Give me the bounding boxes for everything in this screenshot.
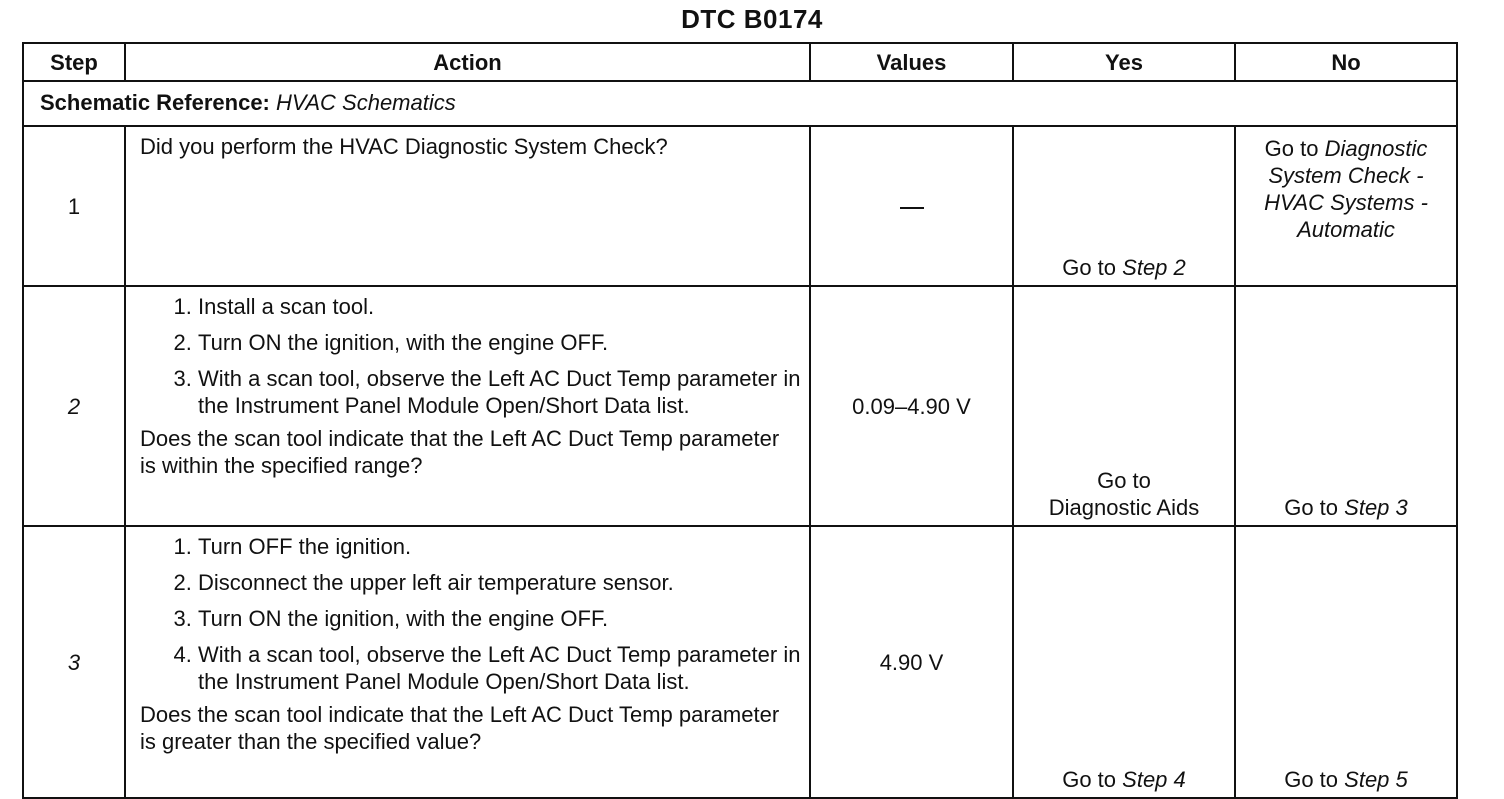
page-title: DTC B0174 bbox=[681, 4, 823, 34]
action-steps bbox=[140, 533, 801, 695]
yes-prefix: Go to bbox=[1097, 468, 1151, 493]
yes-cell bbox=[1013, 286, 1235, 526]
table-row bbox=[23, 286, 1457, 526]
header-no: No bbox=[1235, 43, 1457, 81]
yes-link[interactable]: Step 4 bbox=[1122, 767, 1186, 792]
step-number: 1 bbox=[23, 126, 125, 286]
yes-cell bbox=[1013, 126, 1235, 286]
header-action: Action bbox=[125, 43, 810, 81]
value-cell: 0.09–4.90 V bbox=[810, 286, 1013, 526]
step-number: 2 bbox=[23, 286, 125, 526]
action-question: Did you perform the HVAC Diagnostic System Check? bbox=[140, 134, 668, 159]
no-cell bbox=[1235, 526, 1457, 798]
no-prefix: Go to bbox=[1264, 136, 1319, 161]
action-question: Does the scan tool indicate that the Left AC Duct Temp parameter is greater than the specified value? bbox=[140, 702, 780, 754]
header-step: Step bbox=[23, 43, 125, 81]
value-cell: 4.90 V bbox=[810, 526, 1013, 798]
no-cell bbox=[1235, 286, 1457, 526]
dash-icon bbox=[900, 207, 924, 209]
no-prefix: Go to bbox=[1284, 767, 1339, 792]
yes-prefix: Go to bbox=[1062, 767, 1117, 792]
schematic-reference-row bbox=[23, 81, 1457, 126]
no-link[interactable]: Diagnostic System Check - HVAC Systems - Automatic bbox=[1264, 136, 1428, 242]
header-row bbox=[23, 43, 1457, 81]
yes-link[interactable]: Diagnostic Aids bbox=[1048, 495, 1200, 520]
action-step: 3. With a scan tool, observe the Left AC Duct Temp parameter in the Instrument Panel Module Open/Short Data list. bbox=[198, 365, 801, 419]
action-step: 1. Install a scan tool. bbox=[198, 293, 801, 320]
header-yes: Yes bbox=[1013, 43, 1235, 81]
schematic-reference-label: Schematic Reference: bbox=[40, 90, 270, 115]
value-cell bbox=[810, 126, 1013, 286]
action-step: 2. Turn ON the ignition, with the engine OFF. bbox=[198, 329, 801, 356]
yes-cell bbox=[1013, 526, 1235, 798]
yes-prefix: Go to bbox=[1062, 255, 1117, 280]
action-step: 1. Turn OFF the ignition. bbox=[198, 533, 801, 560]
action-question: Does the scan tool indicate that the Left AC Duct Temp parameter is within the specified range? bbox=[140, 426, 780, 478]
schematic-reference-link[interactable]: HVAC Schematics bbox=[276, 90, 456, 115]
action-step: 3. Turn ON the ignition, with the engine OFF. bbox=[198, 605, 801, 632]
action-cell bbox=[125, 126, 810, 286]
no-link[interactable]: Step 5 bbox=[1344, 767, 1408, 792]
action-cell bbox=[125, 286, 810, 526]
no-link[interactable]: Step 3 bbox=[1344, 495, 1408, 520]
schematic-reference bbox=[23, 81, 1457, 126]
action-cell bbox=[125, 526, 810, 798]
no-prefix: Go to bbox=[1284, 495, 1339, 520]
yes-link[interactable]: Step 2 bbox=[1122, 255, 1186, 280]
step-number: 3 bbox=[23, 526, 125, 798]
action-step: 4. With a scan tool, observe the Left AC Duct Temp parameter in the Instrument Panel Module Open/Short Data list. bbox=[198, 641, 801, 695]
table-row bbox=[23, 526, 1457, 798]
action-steps bbox=[140, 293, 801, 419]
action-step: 2. Disconnect the upper left air temperature sensor. bbox=[198, 569, 801, 596]
diagnostic-table bbox=[22, 42, 1458, 799]
header-values: Values bbox=[810, 43, 1013, 81]
table-row bbox=[23, 126, 1457, 286]
no-cell bbox=[1235, 126, 1457, 286]
